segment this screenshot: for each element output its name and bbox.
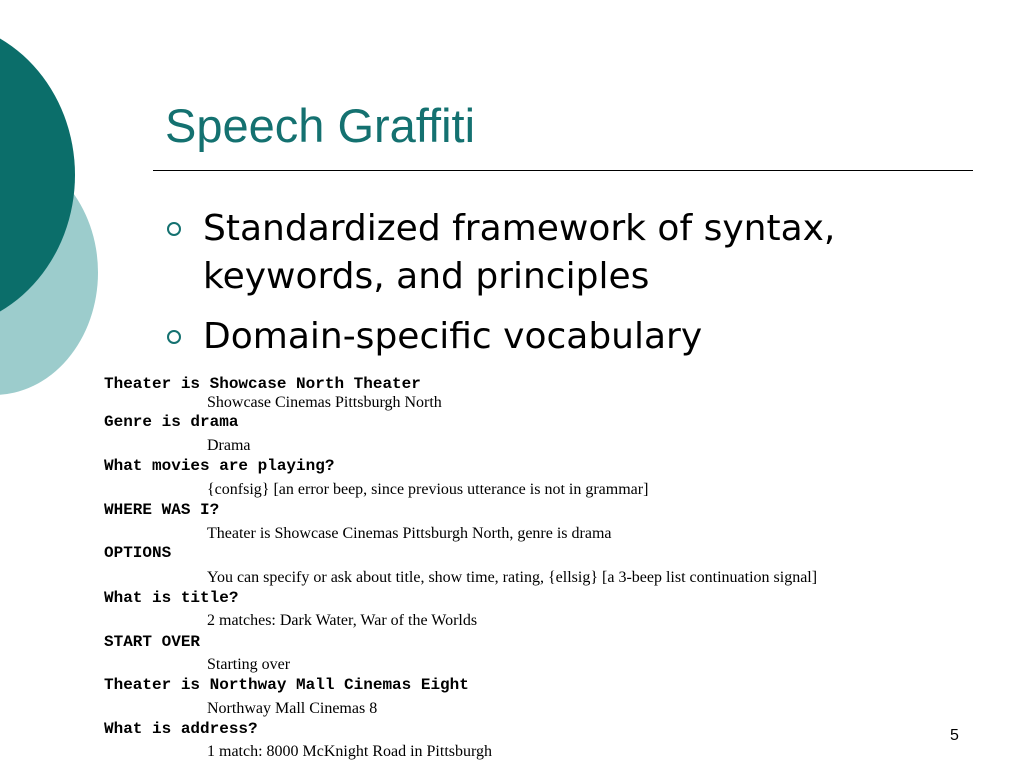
- title-divider: [153, 170, 973, 171]
- user-utterance: START OVER: [104, 633, 201, 651]
- bullet-text: Standardized framework of syntax, keywords, and principles: [203, 208, 836, 297]
- user-utterance: What is address?: [104, 720, 258, 738]
- user-utterance: Genre is drama: [104, 413, 239, 431]
- slide-title: Speech Graffiti: [165, 99, 476, 152]
- page-number: 5: [950, 727, 959, 744]
- system-response: You can specify or ask about title, show time, rating, {ellsig} [a 3-beep list continuation signal]: [207, 569, 818, 586]
- system-response: 1 match: 8000 McKnight Road in Pittsburgh: [207, 743, 493, 760]
- user-utterance: What movies are playing?: [104, 457, 335, 475]
- user-utterance: OPTIONS: [104, 544, 172, 562]
- user-utterance: Theater is Northway Mall Cinemas Eight: [104, 676, 469, 694]
- system-response: Northway Mall Cinemas 8: [207, 700, 378, 717]
- bullet-circle-icon: [167, 222, 181, 236]
- user-utterance: What is title?: [104, 589, 239, 607]
- user-utterance: WHERE WAS I?: [104, 501, 220, 519]
- system-response: 2 matches: Dark Water, War of the Worlds: [207, 612, 478, 629]
- user-utterance: Theater is Showcase North Theater: [104, 375, 421, 393]
- bullet-text: Domain-specific vocabulary: [203, 316, 703, 357]
- bullet-item: [165, 313, 975, 361]
- system-response: Showcase Cinemas Pittsburgh North: [207, 394, 442, 411]
- bullet-list: [165, 205, 975, 361]
- bullet-item: [165, 205, 975, 301]
- bullet-circle-icon: [167, 330, 181, 344]
- system-response: Starting over: [207, 656, 291, 673]
- system-response: Theater is Showcase Cinemas Pittsburgh North, genre is drama: [207, 525, 612, 542]
- system-response: Drama: [207, 437, 251, 454]
- system-response: {confsig} [an error beep, since previous utterance is not in grammar]: [207, 481, 649, 498]
